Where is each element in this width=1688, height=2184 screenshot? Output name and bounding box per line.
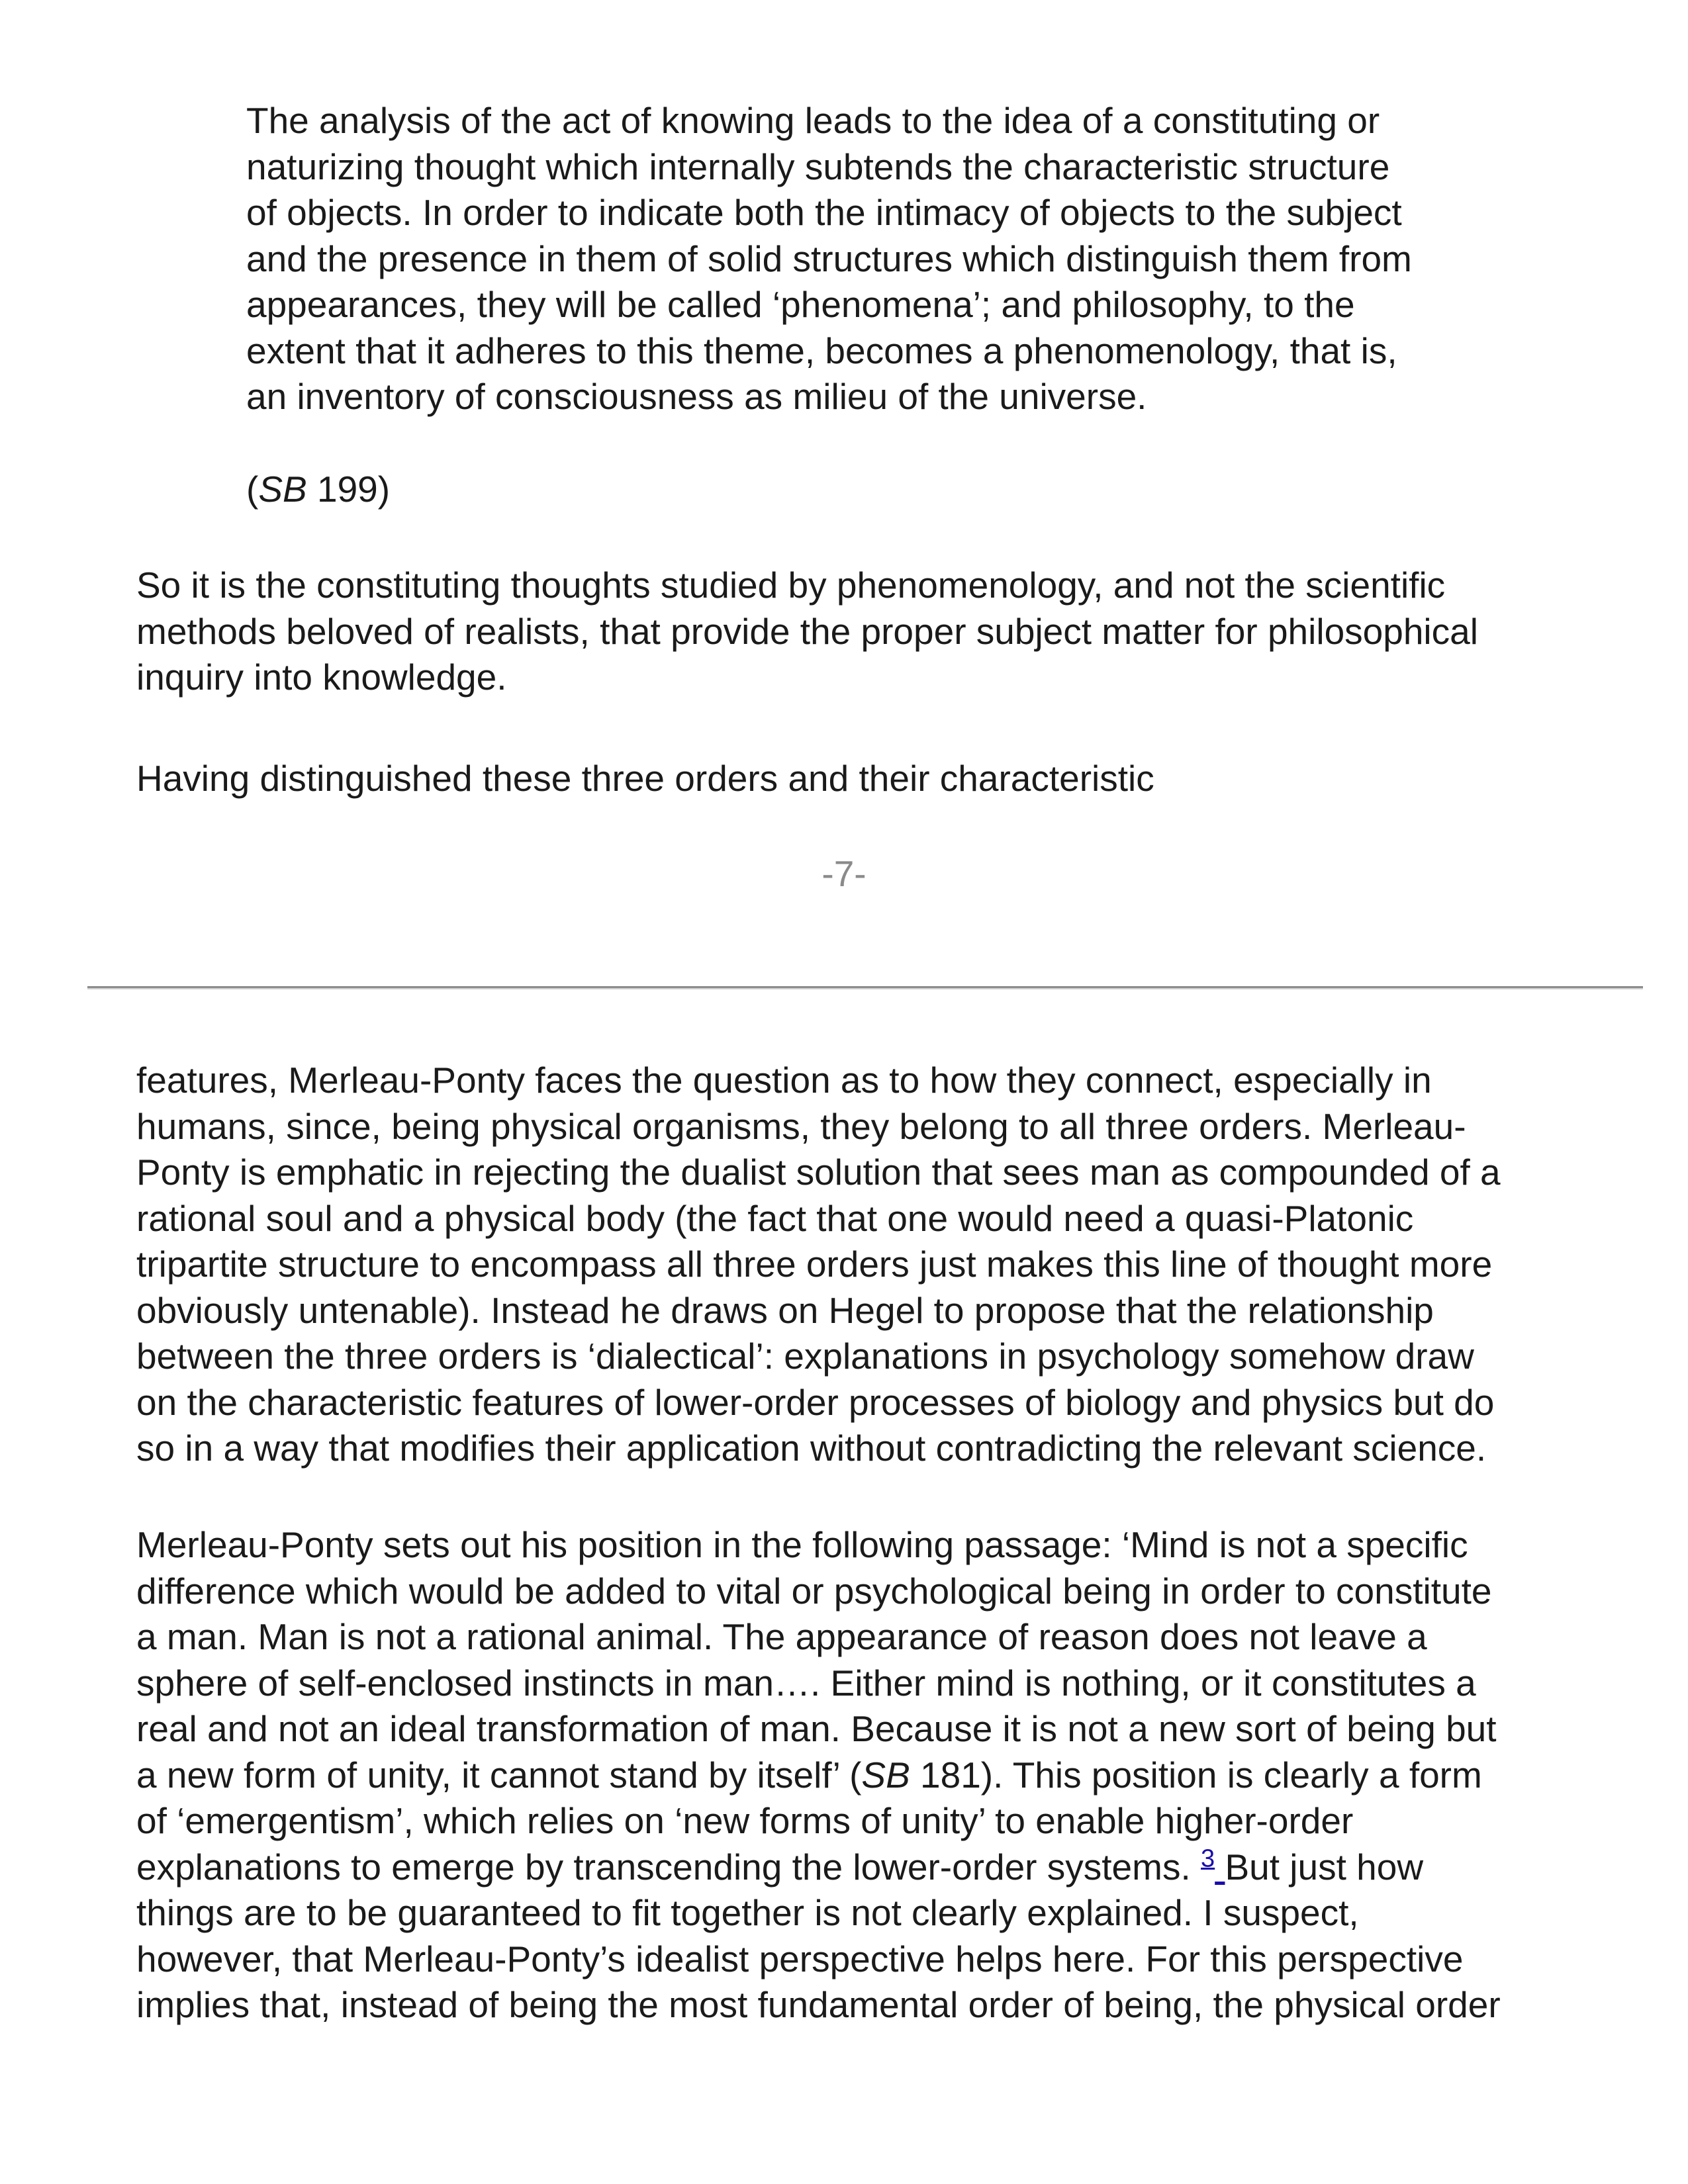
paragraph-line: things are to be guaranteed to fit together is not clearly explained. I suspect, [136, 1892, 1359, 1933]
block-quote-line: of objects. In order to indicate both the intimacy of objects to the subject [246, 192, 1402, 233]
paragraph-4 [136, 1522, 1593, 2028]
paragraph-line: features, Merleau-Ponty faces the question as to how they connect, especially in [136, 1060, 1432, 1101]
paragraph-line: a man. Man is not a rational animal. The appearance of reason does not leave a [136, 1616, 1427, 1657]
text-run: 181). This position is clearly a form [910, 1754, 1482, 1796]
paragraph-line: rational soul and a physical body (the fact that one would need a quasi-Platonic [136, 1197, 1414, 1239]
page-break-divider [87, 986, 1643, 989]
citation-page: 199) [306, 469, 391, 510]
block-quote-line: extent that it adheres to this theme, becomes a phenomenology, that is, [246, 330, 1397, 371]
paragraph-2 [136, 756, 1593, 802]
block-quote-line: appearances, they will be called ‘phenomena’; and philosophy, to the [246, 284, 1355, 325]
paragraph-line: Having distinguished these three orders and their characteristic [136, 758, 1154, 799]
paragraph-line: Ponty is emphatic in rejecting the dualist solution that sees man as compounded of a [136, 1152, 1501, 1193]
block-quote-line: naturizing thought which internally subtends the characteristic structure [246, 146, 1390, 187]
paragraph-1 [136, 563, 1593, 701]
paragraph-line: so in a way that modifies their application without contradicting the relevant science. [136, 1428, 1487, 1469]
paragraph-line: sphere of self-enclosed instincts in man…. Either mind is nothing, or it constitutes a [136, 1662, 1476, 1704]
footnote-link-gap[interactable] [1215, 1846, 1225, 1888]
paragraph-line: on the characteristic features of lower-order processes of biology and physics but do [136, 1381, 1495, 1423]
paragraph-line: So it is the constituting thoughts studied by phenomenology, and not the scientific [136, 565, 1446, 606]
paragraph-line [136, 1844, 1593, 1891]
paragraph-line: of ‘emergentism’, which relies on ‘new forms of unity’ to enable higher-order [136, 1800, 1354, 1841]
paragraph-line: tripartite structure to encompass all three orders just makes this line of thought more [136, 1244, 1493, 1285]
block-quote-line: The analysis of the act of knowing leads to the idea of a constituting or [246, 100, 1380, 141]
paragraph-line: obviously untenable). Instead he draws on Hegel to propose that the relationship [136, 1289, 1434, 1331]
paragraph-line: methods beloved of realists, that provide the proper subject matter for philosophical [136, 610, 1478, 652]
quote-citation [246, 466, 390, 512]
paragraph-line: inquiry into knowledge. [136, 657, 507, 698]
paragraph-line: humans, since, being physical organisms, they belong to all three orders. Merleau- [136, 1105, 1466, 1147]
block-quote-line: an inventory of consciousness as milieu of the universe. [246, 376, 1147, 417]
text-run: But just how [1225, 1846, 1424, 1888]
paragraph-3 [136, 1058, 1593, 1472]
paragraph-line: difference which would be added to vital or psychological being in order to constitute [136, 1570, 1492, 1612]
block-quote [246, 98, 1504, 420]
paragraph-line: between the three orders is ‘dialectical’: explanations in psychology somehow draw [136, 1336, 1474, 1377]
text-run: explanations to emerge by transcending the lower-order systems. [136, 1846, 1201, 1888]
paragraph-line: however, that Merleau-Ponty’s idealist perspective helps here. For this perspective [136, 1938, 1464, 1979]
page-number: -7- [821, 853, 867, 894]
paragraph-line: Merleau-Ponty sets out his position in the following passage: ‘Mind is not a specific [136, 1524, 1468, 1565]
citation-open: ( [246, 469, 259, 510]
paragraph-line: implies that, instead of being the most fundamental order of being, the physical order [136, 1984, 1501, 2025]
citation-work: SB [258, 469, 307, 510]
paragraph-line: real and not an ideal transformation of man. Because it is not a new sort of being but [136, 1708, 1497, 1749]
footnote-link-3[interactable]: 3 [1201, 1844, 1215, 1873]
paragraph-line [136, 1752, 1593, 1799]
citation-work: SB [861, 1754, 910, 1796]
block-quote-line: and the presence in them of solid structures which distinguish them from [246, 238, 1412, 279]
text-run: a new form of unity, it cannot stand by itself’ ( [136, 1754, 862, 1796]
